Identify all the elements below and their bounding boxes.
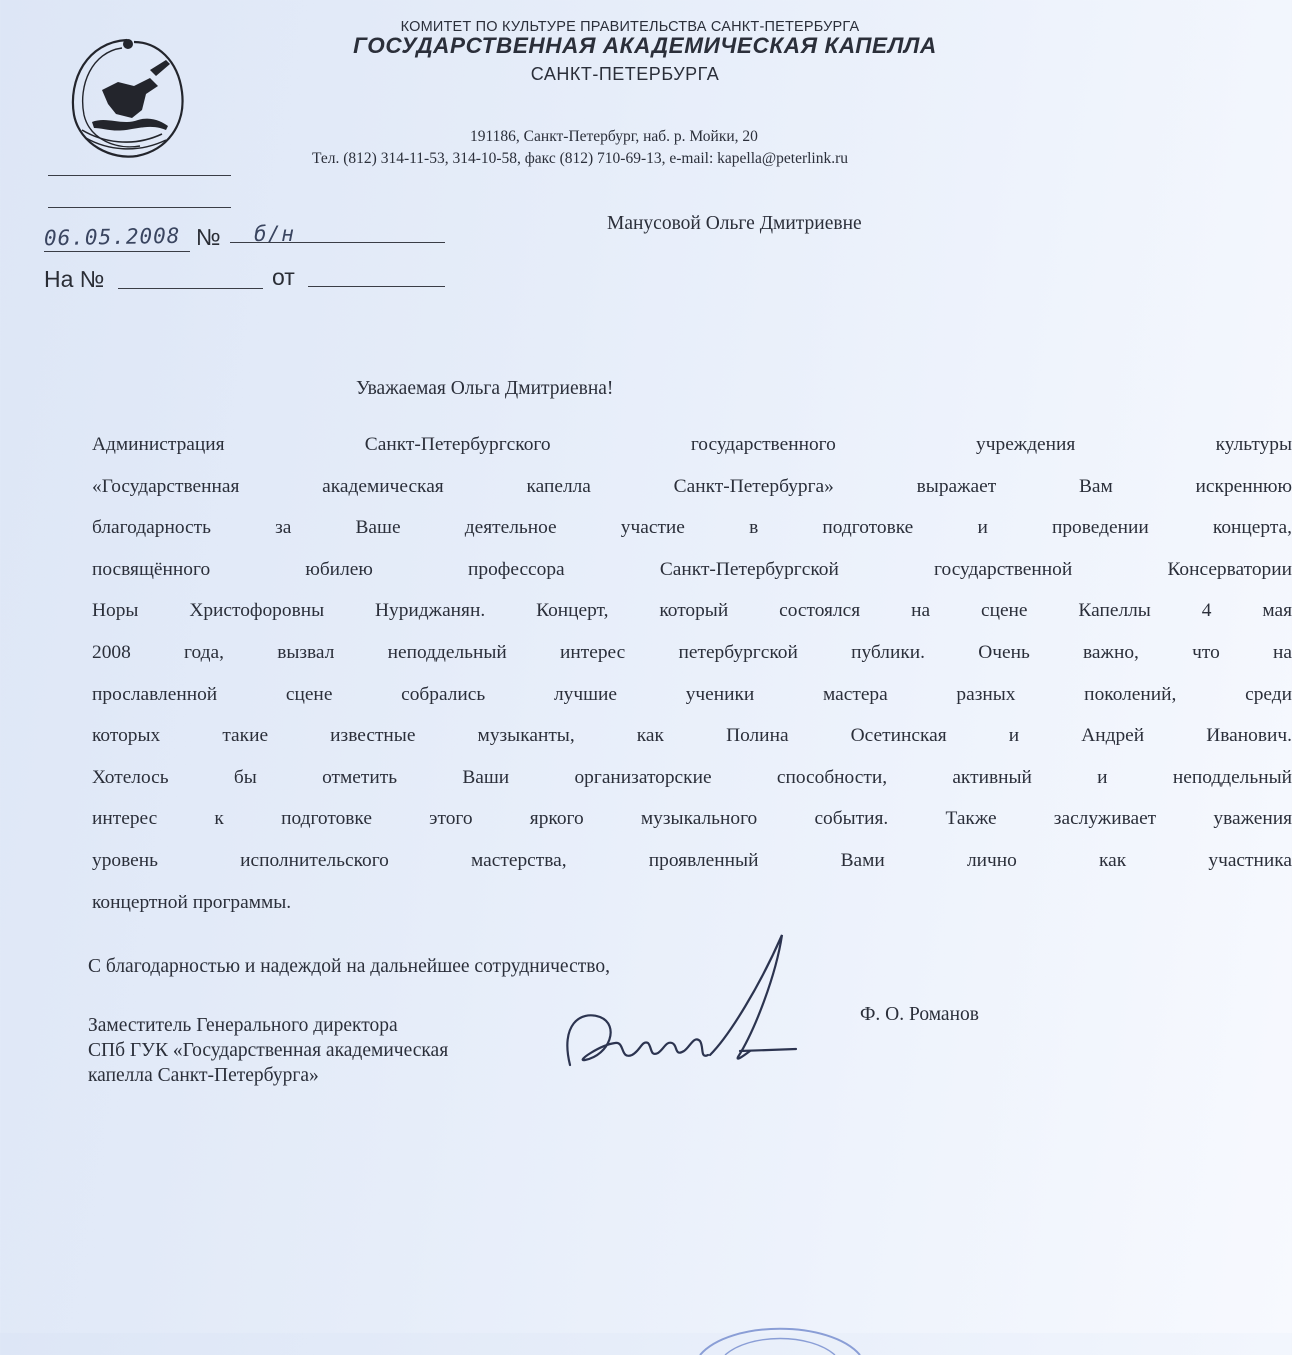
- signature-block: [88, 1013, 448, 1088]
- recipient-name: Мануcовой Ольге Дмитриевне: [607, 213, 862, 234]
- number-underline: [230, 242, 445, 243]
- reply-from-label: от: [272, 264, 295, 290]
- letter-salutation: Уважаемая Ольга Дмитриевна!: [356, 378, 614, 399]
- body-line: которых такие известные музыканты, как Полина Осетинская и Андрей Иванович.: [92, 725, 1292, 747]
- body-line: Хотелось бы отметить Ваши организаторские способности, активный и неподдельный: [92, 766, 1292, 788]
- signer-title-line: Заместитель Генерального директора: [88, 1015, 398, 1036]
- body-line: прославленной сцене собрались лучшие ученики мастера разных поколений, среди: [92, 683, 1292, 705]
- body-line: уровень исполнительского мастерства, проявленный Вами лично как участника: [92, 849, 1292, 871]
- body-line: благодарность за Ваше деятельное участие в подготовке и проведении концерта,: [92, 517, 1292, 539]
- date-underline: [44, 251, 190, 252]
- reference-number-label: №: [196, 224, 221, 250]
- reference-date: 06.05.2008: [43, 223, 181, 251]
- reply-number-underline: [118, 288, 263, 289]
- letterhead-city: САНКТ-ПЕТЕРБУРГА: [530, 64, 720, 84]
- body-line: концертной программы.: [92, 891, 292, 913]
- letterhead-committee: КОМИТЕТ ПО КУЛЬТУРЕ ПРАВИТЕЛЬСТВА САНКТ-ПЕТЕРБУРГА: [400, 19, 860, 35]
- stamp-remnant: [680, 1295, 880, 1355]
- letterhead-contacts: Тел. (812) 314-11-53, 314-10-58, факс (812) 710-69-13, e-mail: kapella@peterlink.ru: [312, 150, 849, 167]
- signer-title-line: капелла Санкт-Петербурга»: [88, 1065, 319, 1086]
- body-line: интерес к подготовке этого яркого музыкального события. Также заслуживает уважения: [92, 808, 1292, 830]
- reply-from-underline: [308, 286, 445, 287]
- body-line: Норы Христофоровны Нуриджанян. Концерт, который состоялся на сцене Капеллы 4 мая: [92, 600, 1292, 622]
- kapella-logo-emblem: [62, 30, 192, 165]
- letter-body: [92, 424, 1292, 923]
- body-line: Администрация Санкт-Петербургского государственного учреждения культуры: [92, 434, 1292, 455]
- reference-number-value: б/н: [254, 222, 295, 246]
- letterhead-blank-line: [48, 207, 231, 208]
- body-line: «Государственная академическая капелла Санкт-Петербурга» выражает Вам искреннюю: [92, 475, 1292, 497]
- letterhead-organization: ГОСУДАРСТВЕННАЯ АКАДЕМИЧЕСКАЯ КАПЕЛЛА: [353, 33, 937, 58]
- letterhead-address: 191186, Санкт-Петербург, наб. р. Мойки, 20: [470, 128, 758, 145]
- body-line: 2008 года, вызвал неподдельный интерес петербургской публики. Очень важно, что на: [92, 641, 1292, 663]
- letterhead-blank-line: [48, 175, 231, 176]
- signer-title-line: СПб ГУК «Государственная академическая: [88, 1040, 449, 1061]
- handwritten-signature: [540, 925, 810, 1095]
- body-line: посвящённого юбилею профессора Санкт-Петербургской государственной Консерватории: [92, 558, 1292, 580]
- reply-number-label: На №: [44, 266, 105, 292]
- signer-name: Ф. О. Романов: [860, 1004, 979, 1025]
- letter-closing: С благодарностью и надеждой на дальнейшее сотрудничество,: [88, 956, 610, 977]
